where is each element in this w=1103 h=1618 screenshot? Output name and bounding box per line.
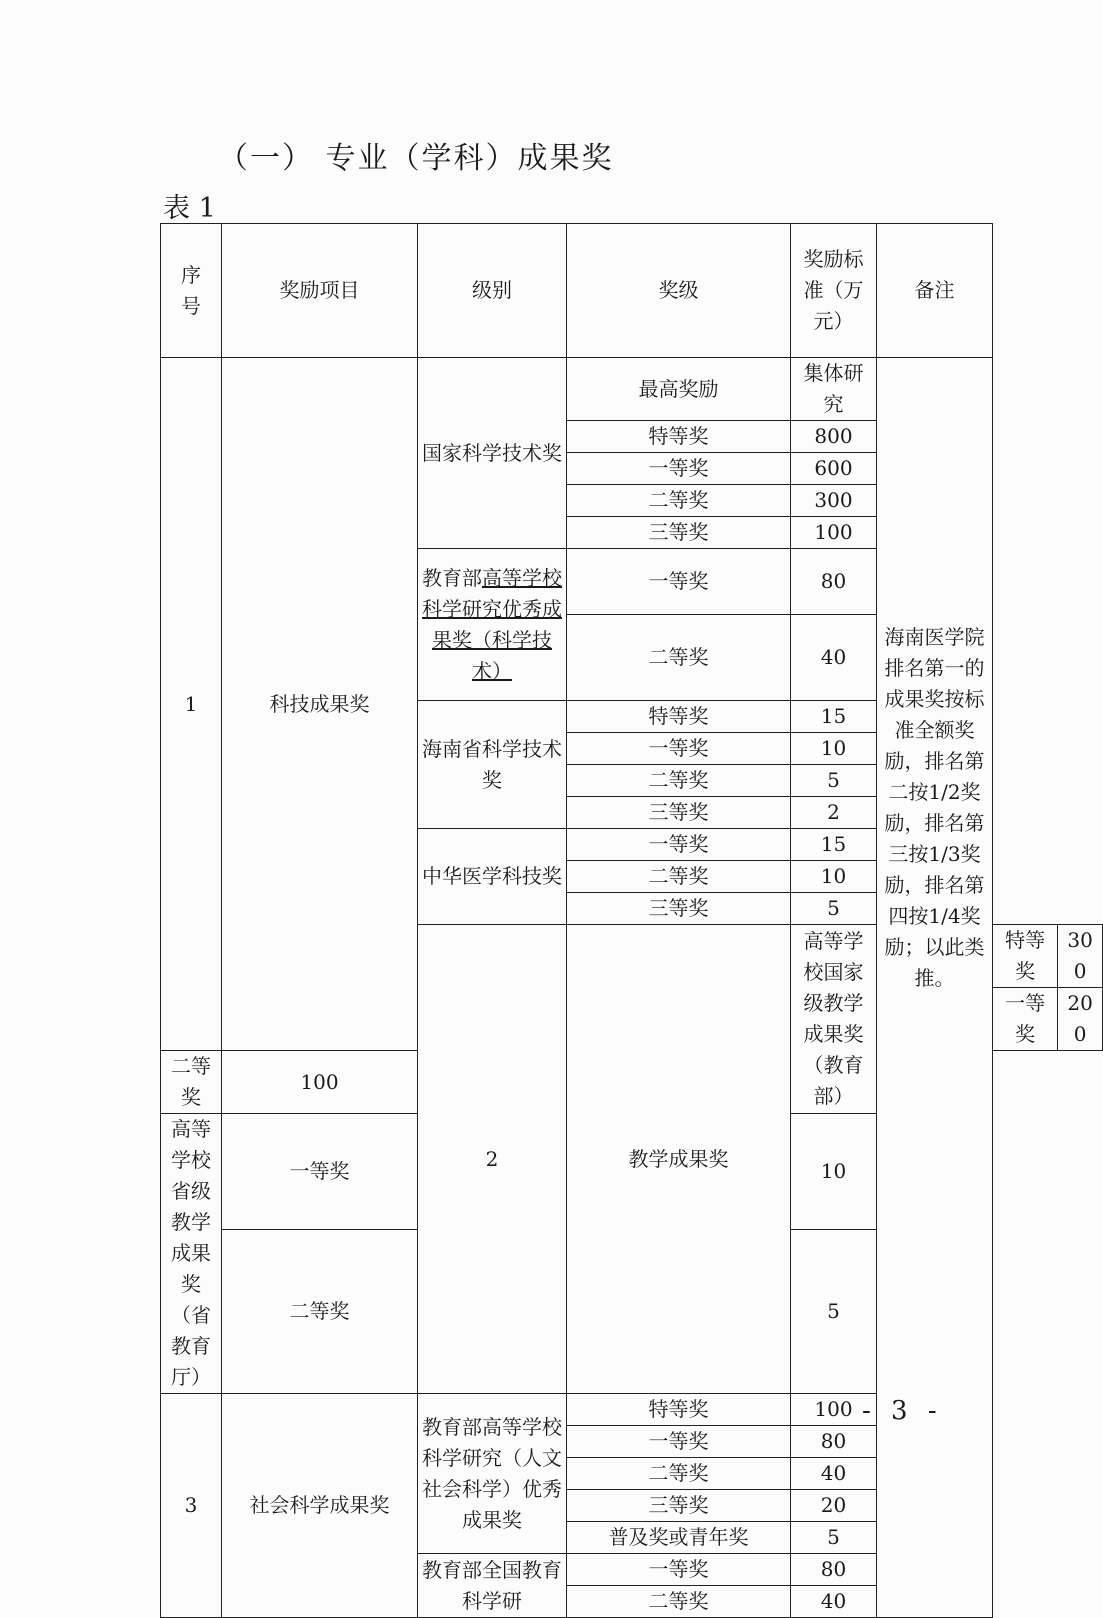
header-standard: 奖励标准（万元）: [791, 224, 877, 358]
row-grade: 三等奖: [567, 797, 791, 829]
row-grade: 一等奖: [567, 733, 791, 765]
row-standard: 15: [791, 701, 877, 733]
row-standard: 2: [791, 797, 877, 829]
header-grade: 奖级: [567, 224, 791, 358]
row-index: 2: [418, 925, 567, 1394]
row-grade: 特等奖: [567, 421, 791, 453]
row-standard: 10: [791, 1114, 877, 1230]
row-grade: 二等奖: [567, 765, 791, 797]
row-standard: 5: [791, 765, 877, 797]
table-row: [161, 358, 1103, 421]
level-underlined: 高等学校科学研究优秀成果奖（科学技术）: [422, 565, 562, 683]
row-standard: 5: [791, 1522, 877, 1554]
row-grade: 三等奖: [567, 1490, 791, 1522]
row-grade: 二等奖: [567, 485, 791, 517]
row-standard: 10: [791, 733, 877, 765]
row-standard: 80: [791, 1426, 877, 1458]
row-index: 1: [161, 358, 222, 1051]
row-standard: 100: [222, 1051, 418, 1114]
table-label: 表 1: [163, 193, 216, 224]
row-standard: 40: [791, 1586, 877, 1618]
row-standard: 100: [791, 517, 877, 549]
section-heading: （一） 专业（学科）成果奖: [218, 141, 614, 176]
row-grade: 二等奖: [567, 615, 791, 701]
row-level: 教育部高等学校科学研究（人文社会科学）优秀成果奖: [418, 1394, 567, 1554]
row-grade: 一等奖: [993, 988, 1058, 1051]
row-grade: 一等奖: [567, 549, 791, 615]
row-grade: 一等奖: [567, 1426, 791, 1458]
row-grade: 二等奖: [567, 861, 791, 893]
row-standard: 15: [791, 829, 877, 861]
header-project: 奖励项目: [222, 224, 418, 358]
row-standard: 5: [791, 1230, 877, 1394]
row-standard: 40: [791, 1458, 877, 1490]
row-standard: 300: [1058, 925, 1103, 988]
row-grade: 二等奖: [222, 1230, 418, 1394]
row-grade: 普及奖或青年奖: [567, 1522, 791, 1554]
header-level: 级别: [418, 224, 567, 358]
row-grade: 二等奖: [567, 1458, 791, 1490]
row-standard: 200: [1058, 988, 1103, 1051]
row-standard: 5: [791, 893, 877, 925]
row-grade: 特等奖: [567, 701, 791, 733]
row-grade: 二等奖: [567, 1586, 791, 1618]
row-standard: 600: [791, 453, 877, 485]
row-standard: 100: [791, 1394, 877, 1426]
row-standard: 40: [791, 615, 877, 701]
row-grade: 一等奖: [567, 829, 791, 861]
award-standards-table: [160, 223, 1103, 1618]
row-level: 高等学校省级教学成果奖（省教育厅）: [161, 1114, 222, 1394]
row-level: 海南省科学技术奖: [418, 701, 567, 829]
header-remark: 备注: [877, 224, 993, 358]
level-prefix: 教育部: [422, 565, 482, 590]
row-grade: 三等奖: [567, 517, 791, 549]
row-standard: 800: [791, 421, 877, 453]
row-standard: 300: [791, 485, 877, 517]
row-grade: 特等奖: [567, 1394, 791, 1426]
row-level: 高等学校国家级教学成果奖（教育部）: [791, 925, 877, 1114]
row-grade: 二等奖: [161, 1051, 222, 1114]
row-project: 科技成果奖: [222, 358, 418, 1051]
row-project: 社会科学成果奖: [222, 1394, 418, 1618]
row-level: 中华医学科技奖: [418, 829, 567, 925]
row-standard: 80: [791, 549, 877, 615]
row-grade: 一等奖: [567, 1554, 791, 1586]
page-number: - 3 -: [862, 1396, 943, 1426]
row-level: 国家科学技术奖: [418, 358, 567, 549]
row-grade: 一等奖: [567, 453, 791, 485]
row-level: 教育部全国教育科学研: [418, 1554, 567, 1618]
row-standard: 集体研究: [791, 358, 877, 421]
header-row: [161, 224, 1103, 358]
row-standard: 20: [791, 1490, 877, 1522]
header-index: 序号: [161, 224, 222, 358]
row-grade: 一等奖: [222, 1114, 418, 1230]
row-standard: 10: [791, 861, 877, 893]
row-index: 3: [161, 1394, 222, 1618]
row-grade: 最高奖励: [567, 358, 791, 421]
row-grade: 三等奖: [567, 893, 791, 925]
row-level: [418, 549, 567, 701]
row-grade: 特等奖: [993, 925, 1058, 988]
row-project: 教学成果奖: [567, 925, 791, 1394]
row-standard: 80: [791, 1554, 877, 1586]
remark-cell: 海南医学院排名第一的成果奖按标准全额奖励，排名第二按1/2奖励，排名第三按1/3奖励，排名第四按1/4奖励；以此类推。: [877, 358, 993, 1618]
